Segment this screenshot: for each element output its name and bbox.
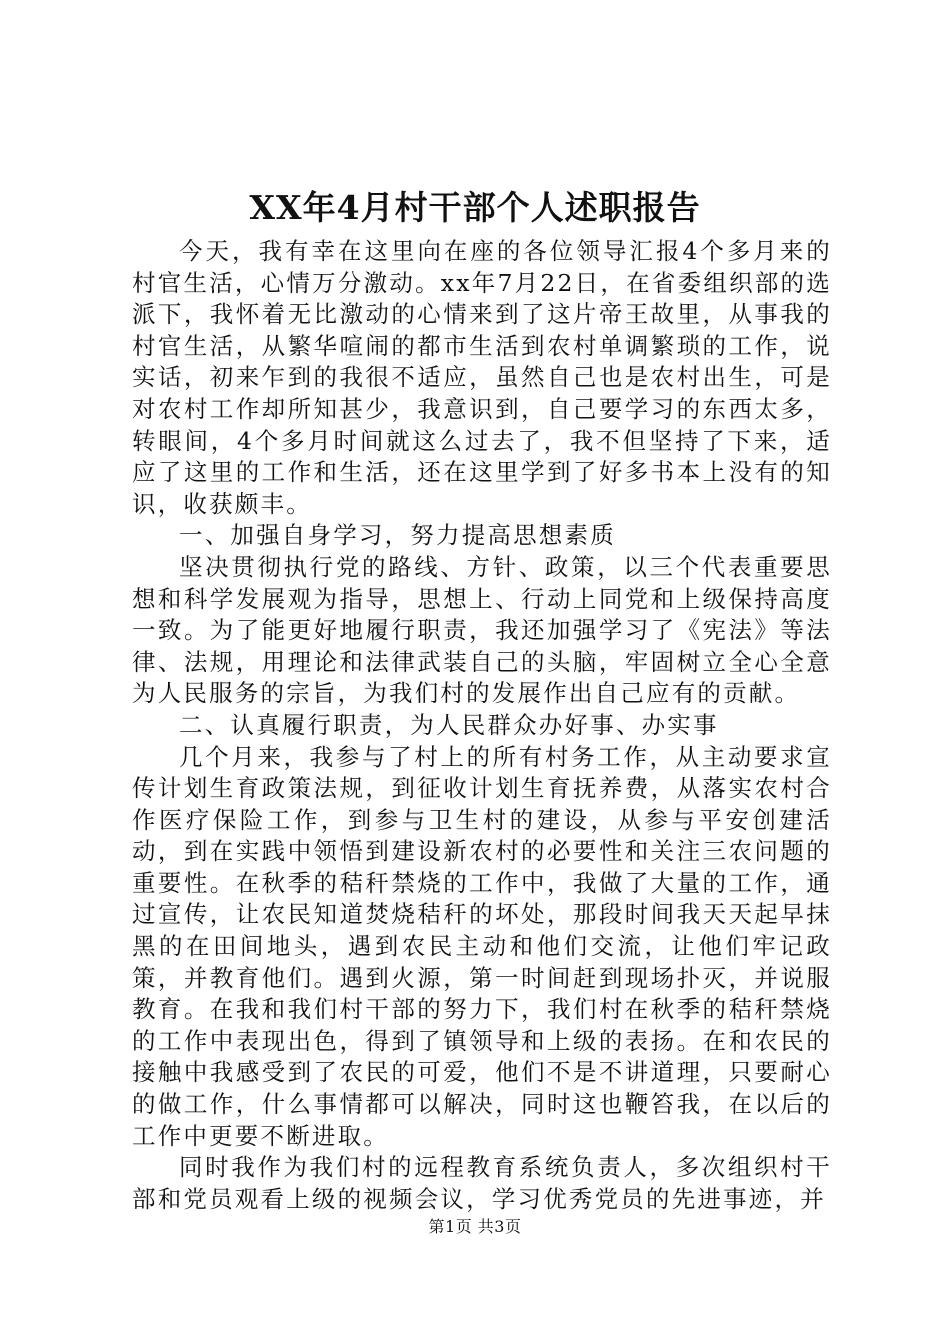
paragraph-section-2: 几个月来，我参与了村上的所有村务工作，从主动要求宣传计划生育政策法规，到征收计划生育抚养费，从落实农村合作医疗保险工作，到参与卫生村的建设，从参与平安创建活动，到在实践中领悟到建设新农村的必要性和关注三农问题的重要性。在秋季的秸秆禁烧的工作中，我做了大量的工作，通过宣传，让农民知道焚烧秸秆的坏处，那段时间我天天起早抹黑的在田间地头，遇到农民主动和他们交流，让他们牢记政策，并教育他们。遇到火源，第一时间赶到现场扑灭，并说服教育。在我和我们村干部的努力下，我们村在秋季的秸秆禁烧的工作中表现出色，得到了镇领导和上级的表扬。在和农民的接触中我感受到了农民的可爱，他们不是不讲道理，只要耐心的做工作，什么事情都可以解决，同时这也鞭笞我，在以后的工作中更要不断进取。 — [132, 742, 832, 1150]
section-heading-2: 二、认真履行职责，为人民群众办好事、办实事 — [179, 710, 719, 739]
section-heading-1: 一、加强自身学习，努力提高思想素质 — [179, 521, 616, 550]
paragraph-remote-education: 同时我作为我们村的远程教育系统负责人，多次组织村干部和党员观看上级的视频会议，学习优秀党员的先进事迹，并 — [132, 1153, 832, 1213]
paragraph-section-1: 坚决贯彻执行党的路线、方针、政策，以三个代表重要思想和科学发展观为指导，思想上、行动上同党和上级保持高度一致。为了能更好地履行职责，我还加强学习了《宪法》等法律、法规，用理论和法律武装自己的头脑，牢固树立全心全意为人民服务的宗旨，为我们村的发展作出自己应有的贡献。 — [132, 552, 832, 708]
document-body — [132, 236, 832, 1215]
paragraph-intro: 今天，我有幸在这里向在座的各位领导汇报4个多月来的村官生活，心情万分激动。xx年7月22日，在省委组织部的选派下，我怀着无比激动的心情来到了这片帝王故里，从事我的村官生活，从繁华喧闹的都市生活到农村单调繁琐的工作，说实话，初来乍到的我很不适应，虽然自己也是农村出生，可是对农村工作却所知甚少，我意识到，自己要学习的东西太多，转眼间，4个多月时间就这么过去了，我不但坚持了下来，适应了这里的工作和生活，还在这里学到了好多书本上没有的知识，收获颇丰。 — [132, 237, 832, 518]
page-number-footer: 第1页 共3页 — [428, 1217, 522, 1236]
document-title: XX年4月村干部个人述职报告 — [249, 188, 701, 227]
